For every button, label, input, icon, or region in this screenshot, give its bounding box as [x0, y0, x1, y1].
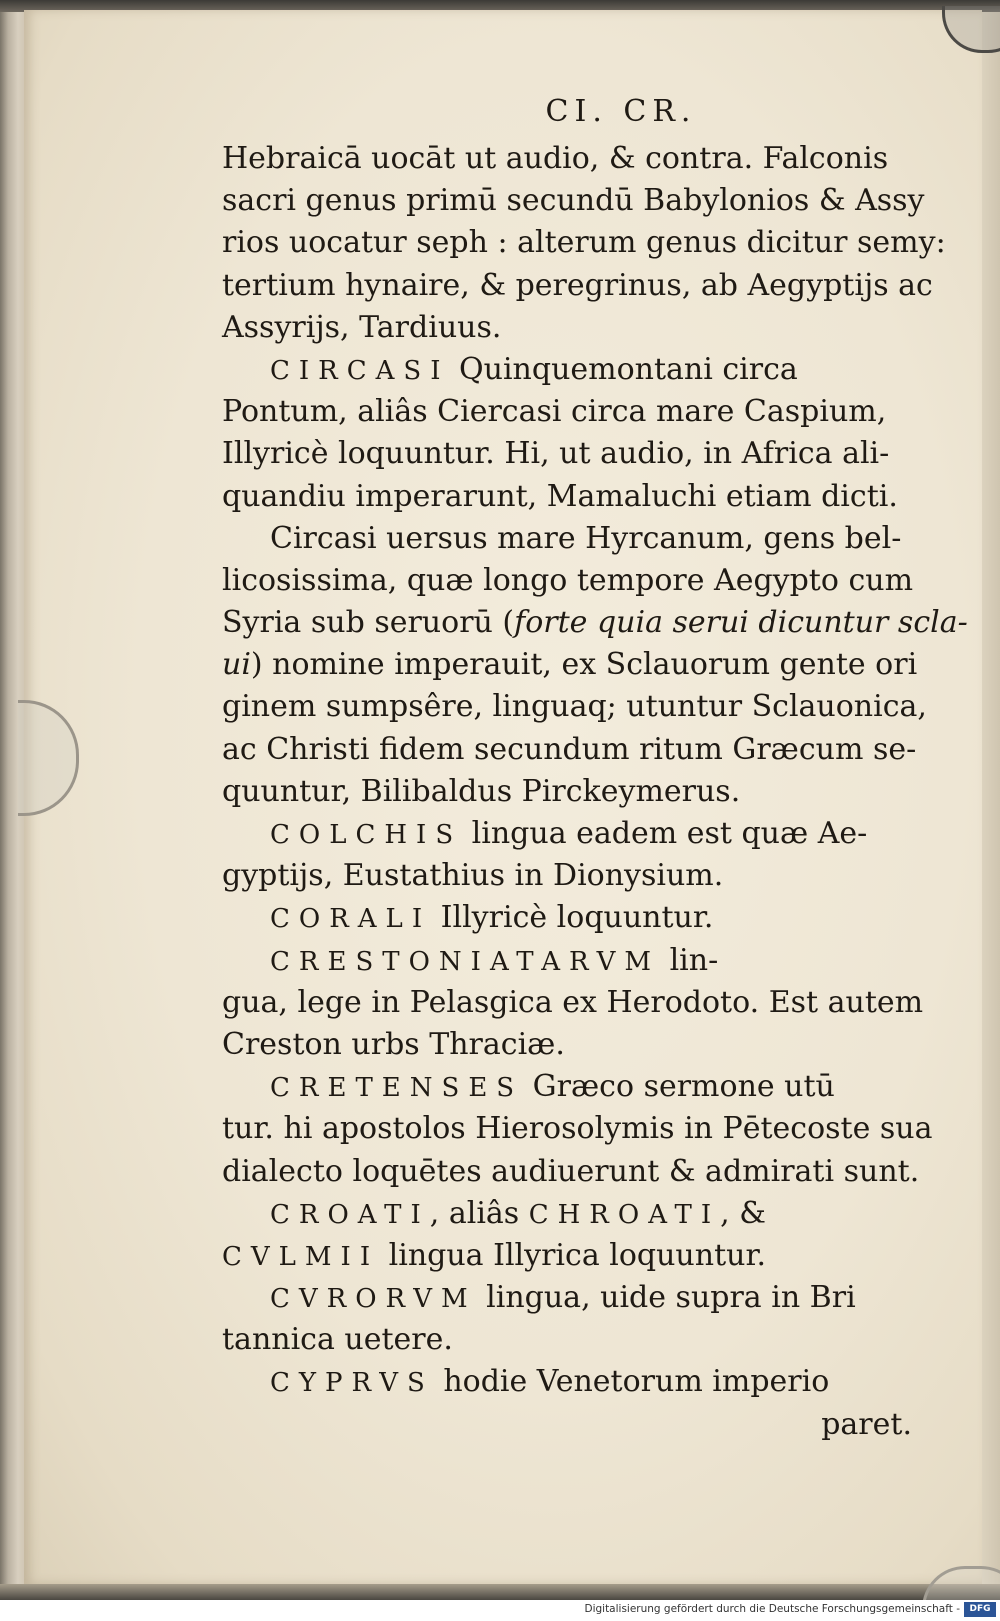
- line-text: tertium hynaire, & peregrinus, ab Aegyptijs ac: [222, 267, 933, 303]
- bottom-book-edge: [0, 1584, 1000, 1600]
- line-text: sacri genus primū secundū Babylonios & Assy: [222, 183, 925, 219]
- line-text: lingua eadem est quæ Ae-: [462, 816, 868, 851]
- text-line: [222, 138, 922, 180]
- text-line: [222, 813, 922, 855]
- top-page-clip: [942, 6, 1000, 53]
- line-text: hodie Venetorum imperio: [433, 1364, 830, 1400]
- line-text: Pontum, aliâs Ciercasi circa mare Caspium,: [222, 394, 887, 430]
- small-caps-term: COLCHIS: [270, 820, 463, 850]
- text-line: [222, 855, 922, 897]
- text-line: [222, 897, 922, 939]
- text-line: [222, 982, 922, 1024]
- small-caps-term: CHROATI: [528, 1199, 721, 1230]
- running-head: CI. CR.: [545, 94, 697, 129]
- text-line: [222, 560, 922, 602]
- text-line: [222, 349, 922, 391]
- line-text: lingua Illyrica loquuntur.: [379, 1237, 767, 1273]
- line-text: ginem sumpsêre, linguaq; utuntur Sclauonica,: [222, 689, 927, 725]
- line-text: ) nomine imperauit, ex Sclauorum gente ori: [250, 647, 918, 683]
- line-text: Creston urbs Thraciæ.: [222, 1026, 565, 1062]
- small-caps-term: CORALI: [270, 904, 432, 935]
- small-caps-term: CRETENSES: [270, 1073, 524, 1104]
- line-text: dialecto loquētes audiuerunt & admirati sunt.: [222, 1153, 920, 1189]
- text-line: [222, 1193, 922, 1235]
- text-line: [222, 518, 922, 560]
- line-text: ac Christi fidem secundum ritum Græcum se-: [222, 731, 917, 767]
- text-line: [222, 265, 933, 307]
- line-text: Illyricè loquuntur.: [431, 900, 714, 936]
- text-line: [222, 686, 927, 728]
- text-line: [222, 1235, 922, 1277]
- small-caps-term: CYPRVS: [270, 1368, 434, 1399]
- line-text: Syria sub seruorū (: [222, 605, 515, 641]
- text-line: [222, 602, 968, 644]
- text-line: [222, 771, 922, 813]
- text-line: [222, 476, 922, 518]
- text-lines: [222, 138, 968, 1446]
- line-text: Græco sermone utū: [523, 1069, 835, 1105]
- text-line: [222, 180, 925, 222]
- small-caps-term: CVRORVM: [270, 1284, 477, 1315]
- line-text: Assyrijs, Tardiuus.: [222, 309, 502, 345]
- line-text: lingua, uide supra in Bri: [476, 1280, 856, 1316]
- italic-text: ui: [222, 647, 251, 683]
- line-text: Circasi uersus mare Hyrcanum, gens bel-: [270, 520, 902, 556]
- line-text: Quinquemontani circa: [449, 351, 798, 387]
- text-line: [222, 644, 922, 686]
- text-line: [222, 1024, 922, 1066]
- line-text: quandiu imperarunt, Mamaluchi etiam dicti.: [222, 478, 898, 514]
- text-line: [222, 1066, 922, 1108]
- line-text: paret.: [821, 1406, 912, 1442]
- small-caps-term: CIRCASI: [270, 355, 450, 386]
- line-text: lin-: [660, 942, 719, 978]
- line-text: , aliâs: [429, 1195, 529, 1231]
- line-text: gyptijs, Eustathius in Dionysium.: [222, 858, 724, 894]
- text-line: [222, 307, 922, 349]
- footer-credit: Digitalisierung gefördert durch die Deutsche Forschungsgemeinschaft -: [584, 1603, 960, 1615]
- text-line: [222, 1404, 922, 1446]
- left-page-clip: [18, 700, 79, 816]
- dfg-logo: DFG: [964, 1602, 996, 1617]
- line-text: rios uocatur seph : alterum genus dicitur semy:: [222, 225, 946, 261]
- line-text: quuntur, Bilibaldus Pirckeymerus.: [222, 773, 741, 809]
- text-line: [222, 940, 922, 982]
- small-caps-term: CRESTONIATARVM: [270, 946, 661, 977]
- text-line: [222, 729, 922, 771]
- text-line: [222, 1361, 922, 1403]
- small-caps-term: CROATI: [270, 1199, 430, 1230]
- text-line: [222, 433, 922, 475]
- line-text: Hebraicā uocāt ut audio, & contra. Falconis: [222, 141, 889, 176]
- italic-text: forte quia serui dicuntur scla-: [514, 605, 968, 641]
- digitization-footer: [0, 1600, 1000, 1621]
- page-text: [222, 86, 968, 1446]
- text-line: [222, 391, 922, 433]
- text-line: [222, 1108, 933, 1150]
- line-text: licosissima, quæ longo tempore Aegypto cum: [222, 562, 914, 598]
- line-text: , &: [720, 1195, 766, 1231]
- line-text: tannica uetere.: [222, 1322, 453, 1358]
- line-text: tur. hi apostolos Hierosolymis in Pētecoste sua: [222, 1111, 933, 1147]
- line-text: gua, lege in Pelasgica ex Herodoto. Est autem: [222, 984, 924, 1020]
- text-line: [222, 1319, 922, 1361]
- text-line: [222, 222, 946, 264]
- text-line: [222, 1151, 922, 1193]
- line-text: Illyricè loquuntur. Hi, ut audio, in Africa ali-: [222, 436, 890, 472]
- small-caps-term: CVLMII: [222, 1241, 380, 1272]
- text-line: [222, 1277, 922, 1319]
